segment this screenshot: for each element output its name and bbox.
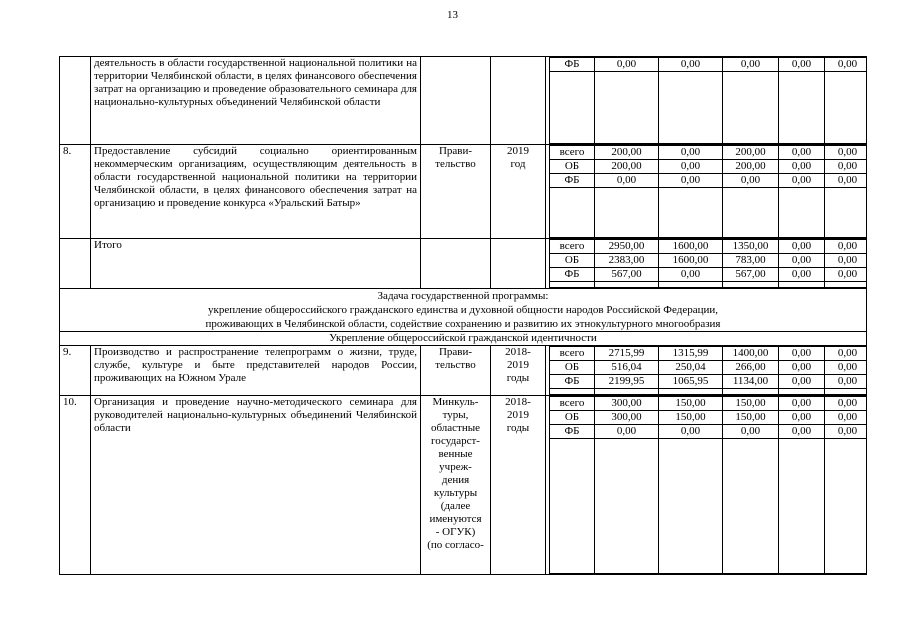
row-description: деятельность в области государственной национальной политики на территории Челябинской области, в целях финансового обеспечения затрат на организацию и проведение образовательного семинара для национально-культурных объединений Челябинской области <box>91 57 421 145</box>
section-header: Укрепление общероссийской гражданской идентичности <box>60 332 867 346</box>
amount-cell: 0,00 <box>825 361 867 375</box>
amount-cell: 0,00 <box>595 58 659 72</box>
amount-cell: 516,04 <box>595 361 659 375</box>
filler-cell <box>723 72 779 144</box>
funding-source: ОБ <box>550 160 595 174</box>
amount-cell: 2383,00 <box>595 254 659 268</box>
amount-cell: 0,00 <box>779 347 825 361</box>
amount-cell: 0,00 <box>779 58 825 72</box>
financing-filler-row <box>550 389 867 395</box>
amount-cell: 0,00 <box>779 425 825 439</box>
row-term: 2018- 2019 годы <box>491 396 546 575</box>
amount-cell: 0,00 <box>825 240 867 254</box>
amount-cell: 0,00 <box>659 268 723 282</box>
amount-cell: 0,00 <box>825 146 867 160</box>
financing-table <box>549 145 867 238</box>
financing-row <box>550 174 867 188</box>
program-table <box>59 56 867 575</box>
filler-cell <box>723 389 779 395</box>
table-row <box>60 346 867 396</box>
amount-cell: 2950,00 <box>595 240 659 254</box>
funding-source: всего <box>550 347 595 361</box>
amount-cell: 0,00 <box>779 375 825 389</box>
amount-cell: 1600,00 <box>659 240 723 254</box>
amount-cell: 1315,99 <box>659 347 723 361</box>
financing-table <box>549 396 867 574</box>
filler-cell <box>595 188 659 238</box>
filler-cell <box>595 439 659 574</box>
amount-cell: 1065,95 <box>659 375 723 389</box>
amount-cell: 0,00 <box>723 425 779 439</box>
financing-row <box>550 375 867 389</box>
amount-cell: 266,00 <box>723 361 779 375</box>
financing-cell <box>546 396 867 575</box>
amount-cell: 0,00 <box>825 174 867 188</box>
filler-cell <box>779 72 825 144</box>
amount-cell: 0,00 <box>825 160 867 174</box>
amount-cell: 0,00 <box>825 425 867 439</box>
filler-cell <box>723 188 779 238</box>
filler-cell <box>659 282 723 288</box>
funding-source: ФБ <box>550 375 595 389</box>
financing-row <box>550 397 867 411</box>
row-executor: Прави- тельство <box>421 346 491 396</box>
filler-cell <box>825 188 867 238</box>
amount-cell: 0,00 <box>825 254 867 268</box>
financing-cell <box>546 239 867 289</box>
filler-cell <box>550 72 595 144</box>
row-number <box>60 57 91 145</box>
financing-row <box>550 347 867 361</box>
amount-cell: 0,00 <box>779 397 825 411</box>
row-executor: Минкуль- туры, областные государст- венные учреж- дения культуры (далее именуются - ОГУК) (по согласо- <box>421 396 491 575</box>
funding-source: ОБ <box>550 411 595 425</box>
amount-cell: 0,00 <box>779 174 825 188</box>
amount-cell: 0,00 <box>723 174 779 188</box>
amount-cell: 0,00 <box>595 425 659 439</box>
financing-row <box>550 411 867 425</box>
funding-source: всего <box>550 397 595 411</box>
amount-cell: 150,00 <box>659 397 723 411</box>
amount-cell: 2199,95 <box>595 375 659 389</box>
amount-cell: 567,00 <box>723 268 779 282</box>
row-description: Итого <box>91 239 421 289</box>
funding-source: всего <box>550 146 595 160</box>
filler-cell <box>659 188 723 238</box>
filler-cell <box>659 72 723 144</box>
filler-cell <box>595 389 659 395</box>
financing-filler-row <box>550 282 867 288</box>
filler-cell <box>825 439 867 574</box>
amount-cell: 0,00 <box>659 146 723 160</box>
amount-cell: 300,00 <box>595 411 659 425</box>
amount-cell: 0,00 <box>659 174 723 188</box>
amount-cell: 150,00 <box>723 411 779 425</box>
amount-cell: 1400,00 <box>723 347 779 361</box>
amount-cell: 0,00 <box>825 347 867 361</box>
filler-cell <box>723 439 779 574</box>
financing-cell <box>546 346 867 396</box>
amount-cell: 0,00 <box>779 240 825 254</box>
financing-filler-row <box>550 188 867 238</box>
financing-row <box>550 268 867 282</box>
row-description: Производство и распространение телепрограмм о жизни, труде, службе, культуре и быте представителей народов России, проживающих на Южном Урале <box>91 346 421 396</box>
financing-row <box>550 160 867 174</box>
table-row <box>60 396 867 575</box>
amount-cell: 0,00 <box>779 160 825 174</box>
amount-cell: 0,00 <box>595 174 659 188</box>
amount-cell: 250,04 <box>659 361 723 375</box>
table-row <box>60 239 867 289</box>
filler-cell <box>779 188 825 238</box>
task-header <box>60 289 867 332</box>
amount-cell: 0,00 <box>825 58 867 72</box>
amount-cell: 0,00 <box>825 397 867 411</box>
row-term: 2019 год <box>491 145 546 239</box>
row-number: 10. <box>60 396 91 575</box>
financing-row <box>550 361 867 375</box>
filler-cell <box>550 188 595 238</box>
financing-row <box>550 146 867 160</box>
amount-cell: 1600,00 <box>659 254 723 268</box>
table-row <box>60 57 867 145</box>
amount-cell: 200,00 <box>723 146 779 160</box>
amount-cell: 1134,00 <box>723 375 779 389</box>
amount-cell: 0,00 <box>659 160 723 174</box>
funding-source: ОБ <box>550 361 595 375</box>
amount-cell: 0,00 <box>825 375 867 389</box>
amount-cell: 300,00 <box>595 397 659 411</box>
financing-filler-row <box>550 439 867 574</box>
funding-source: ОБ <box>550 254 595 268</box>
filler-cell <box>659 389 723 395</box>
financing-table <box>549 346 867 395</box>
task-header-line: Задача государственной программы: <box>377 290 549 302</box>
filler-cell <box>595 72 659 144</box>
amount-cell: 0,00 <box>779 411 825 425</box>
row-description: Организация и проведение научно-методического семинара для руководителей национально-культурных объединений Челябинской области <box>91 396 421 575</box>
row-number: 9. <box>60 346 91 396</box>
task-header-row <box>60 289 867 332</box>
financing-row <box>550 58 867 72</box>
filler-cell <box>595 282 659 288</box>
financing-cell <box>546 57 867 145</box>
amount-cell: 567,00 <box>595 268 659 282</box>
filler-cell <box>779 439 825 574</box>
financing-row <box>550 254 867 268</box>
filler-cell <box>825 282 867 288</box>
task-header-line: проживающих в Челябинской области, содействие сохранению и развитию их этнокультурного многообразия <box>205 318 721 330</box>
amount-cell: 0,00 <box>825 268 867 282</box>
filler-cell <box>779 389 825 395</box>
financing-row <box>550 425 867 439</box>
filler-cell <box>550 389 595 395</box>
financing-table <box>549 57 867 144</box>
row-term <box>491 239 546 289</box>
funding-source: всего <box>550 240 595 254</box>
funding-source: ФБ <box>550 174 595 188</box>
financing-row <box>550 240 867 254</box>
row-term <box>491 57 546 145</box>
row-number <box>60 239 91 289</box>
task-header-line: укрепление общероссийского гражданского единства и духовной общности народов Российской Федерации, <box>207 304 719 316</box>
amount-cell: 200,00 <box>595 146 659 160</box>
amount-cell: 150,00 <box>659 411 723 425</box>
row-description: Предоставление субсидий социально ориентированным некоммерческим организациям, осуществляющим деятельность в области государственной национальной политики на территории Челябинской области, в целях финансового обеспечения затрат на организацию и проведение конкурса «Уральский Батыр» <box>91 145 421 239</box>
amount-cell: 0,00 <box>659 58 723 72</box>
filler-cell <box>779 282 825 288</box>
amount-cell: 0,00 <box>659 425 723 439</box>
amount-cell: 200,00 <box>595 160 659 174</box>
filler-cell <box>550 439 595 574</box>
financing-cell <box>546 145 867 239</box>
page-number: 13 <box>447 9 458 21</box>
row-executor <box>421 239 491 289</box>
financing-table <box>549 239 867 288</box>
funding-source: ФБ <box>550 58 595 72</box>
row-number: 8. <box>60 145 91 239</box>
amount-cell: 0,00 <box>723 58 779 72</box>
filler-cell <box>659 439 723 574</box>
row-executor <box>421 57 491 145</box>
row-executor: Прави- тельство <box>421 145 491 239</box>
amount-cell: 2715,99 <box>595 347 659 361</box>
funding-source: ФБ <box>550 425 595 439</box>
funding-source: ФБ <box>550 268 595 282</box>
financing-filler-row <box>550 72 867 144</box>
amount-cell: 150,00 <box>723 397 779 411</box>
filler-cell <box>825 72 867 144</box>
section-header-row <box>60 332 867 346</box>
amount-cell: 0,00 <box>779 361 825 375</box>
amount-cell: 200,00 <box>723 160 779 174</box>
amount-cell: 0,00 <box>779 254 825 268</box>
row-term: 2018- 2019 годы <box>491 346 546 396</box>
filler-cell <box>723 282 779 288</box>
amount-cell: 1350,00 <box>723 240 779 254</box>
amount-cell: 0,00 <box>779 268 825 282</box>
amount-cell: 0,00 <box>779 146 825 160</box>
amount-cell: 0,00 <box>825 411 867 425</box>
amount-cell: 783,00 <box>723 254 779 268</box>
table-row <box>60 145 867 239</box>
filler-cell <box>550 282 595 288</box>
filler-cell <box>825 389 867 395</box>
